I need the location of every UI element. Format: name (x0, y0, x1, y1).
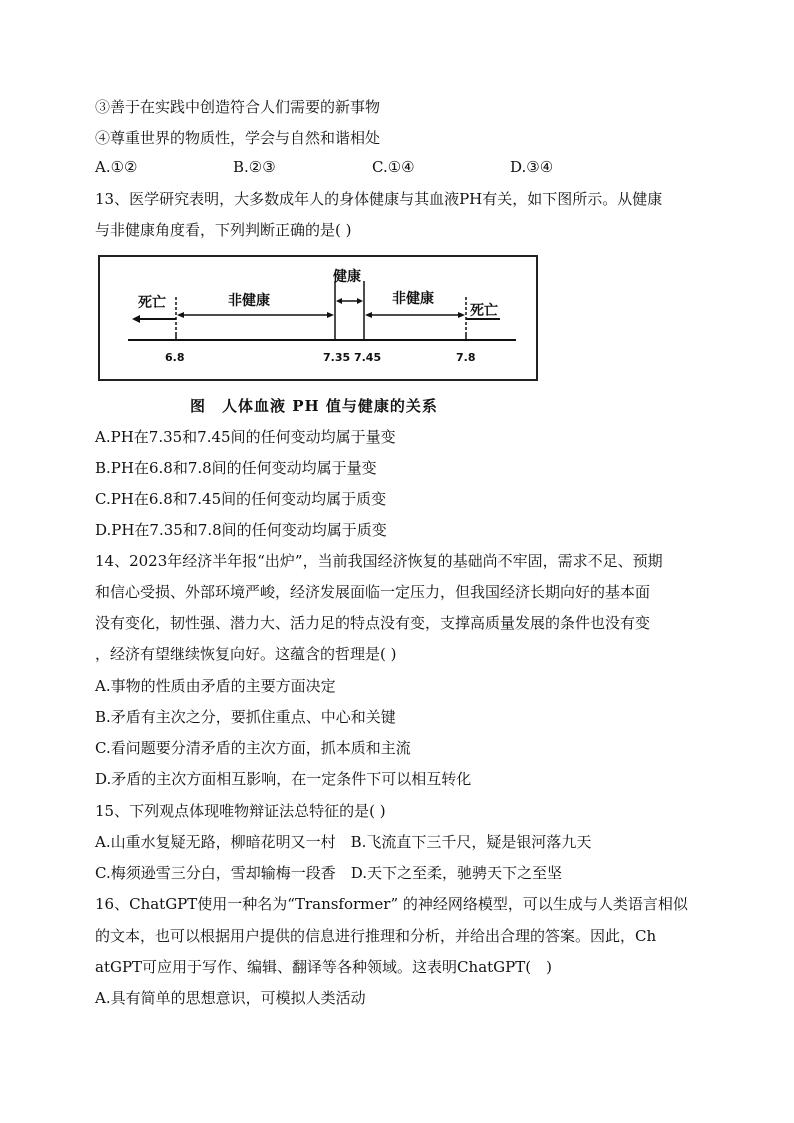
ph-health-figure (98, 255, 538, 381)
q12-options (95, 158, 715, 178)
q13-stem-line2: 与非健康角度看，下列判断正确的是( ) (95, 221, 352, 239)
label-unhealthy-right: 非健康 (392, 291, 434, 307)
q16-stem-line2: 的文本，也可以根据用户提供的信息进行推理和分析，并给出合理的答案。因此，Ch (95, 927, 657, 945)
q14-stem-line4: ，经济有望继续恢复向好。这蕴含的哲理是( ) (95, 645, 397, 663)
q14-option-d[interactable]: D.矛盾的主次方面相互影响，在一定条件下可以相互转化 (95, 770, 472, 788)
q12-option-c[interactable]: C.①④ (372, 158, 415, 176)
label-death-right: 死亡 (470, 303, 498, 319)
q15-options-row1[interactable]: A.山重水复疑无路，柳暗花明又一村 B.飞流直下三千尺，疑是银河落九天 (95, 833, 592, 851)
q13-option-b[interactable]: B.PH在6.8和7.8间的任何变动均属于量变 (95, 459, 377, 477)
q16-stem-line3: atGPT可应用于写作、编辑、翻译等各种领域。这表明ChatGPT( ) (95, 958, 552, 976)
q13-stem-line1: 13、医学研究表明，大多数成年人的身体健康与其血液PH有关，如下图所示。从健康 (95, 190, 663, 208)
death-left-arrowhead (132, 315, 140, 323)
q16-stem-line1: 16、ChatGPT使用一种名为“Transformer” 的神经网络模型，可以生成与人类语言相似 (95, 895, 688, 913)
q12-option-a[interactable]: A.①② (95, 158, 138, 176)
q14-stem-line2: 和信心受损、外部环境严峻，经济发展面临一定压力，但我国经济长期向好的基本面 (95, 583, 651, 601)
statement-3: ③善于在实践中创造符合人们需要的新事物 (95, 98, 381, 116)
q13-option-c[interactable]: C.PH在6.8和7.45间的任何变动均属于质变 (95, 490, 387, 508)
label-healthy: 健康 (333, 269, 361, 285)
tick-label-7-35-7-45: 7.35 7.45 (323, 351, 382, 364)
q14-option-c[interactable]: C.看问题要分清矛盾的主次方面，抓本质和主流 (95, 739, 411, 757)
q13-option-a[interactable]: A.PH在7.35和7.45间的任何变动均属于量变 (95, 428, 396, 446)
q12-option-b[interactable]: B.②③ (233, 158, 276, 176)
tick-label-7-8: 7.8 (456, 351, 476, 364)
q14-stem-line3: 没有变化，韧性强、潜力大、活力足的特点没有变，支撑高质量发展的条件也没有变 (95, 614, 651, 632)
q16-option-a[interactable]: A.具有简单的思想意识，可模拟人类活动 (95, 989, 366, 1007)
tick-label-6-8: 6.8 (165, 351, 185, 364)
figure-caption: 图 人体血液 PH 值与健康的关系 (190, 397, 438, 415)
statement-4: ④尊重世界的物质性，学会与自然和谐相处 (95, 129, 381, 147)
q14-stem-line1: 14、2023年经济半年报“出炉”，当前我国经济恢复的基础尚不牢固，需求不足、预期 (95, 552, 663, 570)
q15-stem: 15、下列观点体现唯物辩证法总特征的是( ) (95, 802, 386, 820)
q13-option-d[interactable]: D.PH在7.35和7.8间的任何变动均属于质变 (95, 521, 387, 539)
q12-option-d[interactable]: D.③④ (510, 158, 554, 176)
label-death-left: 死亡 (138, 295, 166, 311)
q15-options-row2[interactable]: C.梅须逊雪三分白，雪却输梅一段香 D.天下之至柔，驰骋天下之至坚 (95, 864, 562, 882)
label-unhealthy-left: 非健康 (228, 293, 270, 309)
ph-scale-diagram (100, 257, 536, 379)
q14-option-b[interactable]: B.矛盾有主次之分，要抓住重点、中心和关键 (95, 708, 396, 726)
q14-option-a[interactable]: A.事物的性质由矛盾的主要方面决定 (95, 677, 336, 695)
